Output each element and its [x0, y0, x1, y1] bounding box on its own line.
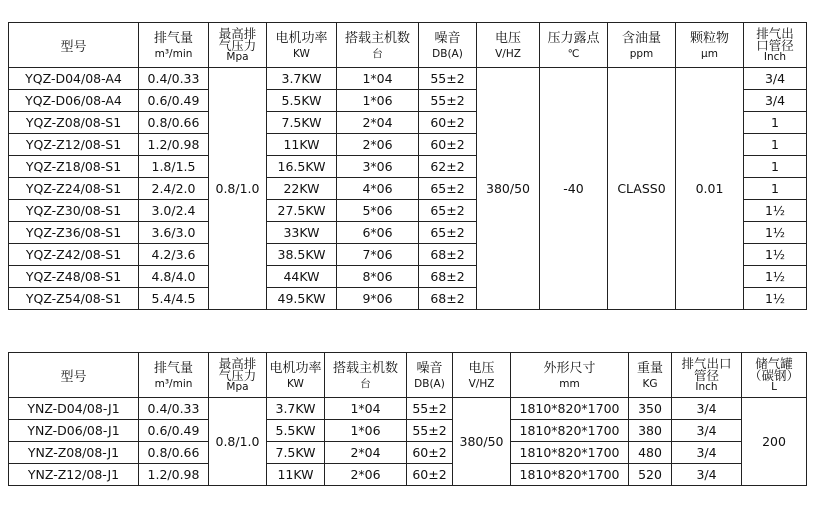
header-voltage: 电压 V/HZ: [453, 353, 511, 398]
host-cell: 7*06: [337, 244, 419, 266]
host-cell: 3*06: [337, 156, 419, 178]
tank-cell: 200: [742, 398, 807, 486]
outlet-cell: 3/4: [672, 398, 742, 420]
model-cell: YQZ-D06/08-A4: [9, 90, 139, 112]
power-cell: 27.5KW: [267, 200, 337, 222]
model-cell: YQZ-Z24/08-S1: [9, 178, 139, 200]
outlet-cell: 3/4: [672, 420, 742, 442]
noise-cell: 60±2: [419, 112, 477, 134]
flow-cell: 0.8/0.66: [139, 442, 209, 464]
outlet-cell: 1½: [744, 222, 807, 244]
power-cell: 49.5KW: [267, 288, 337, 310]
model-cell: YQZ-Z36/08-S1: [9, 222, 139, 244]
header-weight: 重量 KG: [629, 353, 672, 398]
noise-cell: 65±2: [419, 200, 477, 222]
model-cell: YNZ-Z08/08-J1: [9, 442, 139, 464]
header-dew: 压力露点 ℃: [540, 23, 608, 68]
header-outlet: 排气出口 管径 Inch: [672, 353, 742, 398]
host-cell: 2*06: [325, 464, 407, 486]
header-oil: 含油量 ppm: [608, 23, 676, 68]
outlet-cell: 1: [744, 156, 807, 178]
header-noise: 噪音 DB(A): [407, 353, 453, 398]
header-pressure: 最高排 气压力 Mpa: [209, 23, 267, 68]
flow-cell: 3.6/3.0: [139, 222, 209, 244]
dims-cell: 1810*820*1700: [511, 398, 629, 420]
header-row: [9, 353, 807, 398]
weight-cell: 480: [629, 442, 672, 464]
table-row: [9, 68, 807, 90]
spec-table-ynz: [8, 352, 807, 486]
host-cell: 1*04: [325, 398, 407, 420]
noise-cell: 55±2: [407, 420, 453, 442]
oil-cell: CLASS0: [608, 68, 676, 310]
dims-cell: 1810*820*1700: [511, 464, 629, 486]
spec-table-yqz: [8, 22, 807, 310]
header-tank: 储气罐 （碳钢） L: [742, 353, 807, 398]
host-cell: 4*06: [337, 178, 419, 200]
outlet-cell: 1: [744, 178, 807, 200]
model-cell: YQZ-Z18/08-S1: [9, 156, 139, 178]
noise-cell: 60±2: [419, 134, 477, 156]
dims-cell: 1810*820*1700: [511, 442, 629, 464]
outlet-cell: 1½: [744, 244, 807, 266]
outlet-cell: 3/4: [672, 464, 742, 486]
host-cell: 2*04: [325, 442, 407, 464]
outlet-cell: 3/4: [744, 90, 807, 112]
table-row: [9, 464, 807, 486]
noise-cell: 65±2: [419, 178, 477, 200]
noise-cell: 68±2: [419, 266, 477, 288]
noise-cell: 65±2: [419, 222, 477, 244]
flow-cell: 0.6/0.49: [139, 420, 209, 442]
power-cell: 44KW: [267, 266, 337, 288]
outlet-cell: 1½: [744, 288, 807, 310]
noise-cell: 68±2: [419, 288, 477, 310]
flow-cell: 0.8/0.66: [139, 112, 209, 134]
flow-cell: 0.4/0.33: [139, 68, 209, 90]
noise-cell: 55±2: [419, 90, 477, 112]
weight-cell: 380: [629, 420, 672, 442]
power-cell: 11KW: [267, 134, 337, 156]
noise-cell: 55±2: [407, 398, 453, 420]
header-model: 型号: [9, 353, 139, 398]
header-outlet: 排气出 口管径 Inch: [744, 23, 807, 68]
power-cell: 7.5KW: [267, 112, 337, 134]
host-cell: 9*06: [337, 288, 419, 310]
flow-cell: 3.0/2.4: [139, 200, 209, 222]
noise-cell: 60±2: [407, 464, 453, 486]
power-cell: 3.7KW: [267, 398, 325, 420]
table-body: [9, 398, 807, 486]
host-cell: 2*04: [337, 112, 419, 134]
host-cell: 1*06: [337, 90, 419, 112]
header-particle: 颗粒物 μm: [676, 23, 744, 68]
pressure-cell: 0.8/1.0: [209, 68, 267, 310]
table-row: [9, 420, 807, 442]
power-cell: 5.5KW: [267, 420, 325, 442]
model-cell: YQZ-Z12/08-S1: [9, 134, 139, 156]
flow-cell: 1.8/1.5: [139, 156, 209, 178]
header-noise: 噪音 DB(A): [419, 23, 477, 68]
header-dims: 外形尺寸 mm: [511, 353, 629, 398]
header-power: 电机功率 KW: [267, 23, 337, 68]
flow-cell: 0.6/0.49: [139, 90, 209, 112]
weight-cell: 350: [629, 398, 672, 420]
noise-cell: 55±2: [419, 68, 477, 90]
host-cell: 2*06: [337, 134, 419, 156]
outlet-cell: 3/4: [672, 442, 742, 464]
model-cell: YNZ-D04/08-J1: [9, 398, 139, 420]
model-cell: YQZ-D04/08-A4: [9, 68, 139, 90]
flow-cell: 5.4/4.5: [139, 288, 209, 310]
header-pressure: 最高排 气压力 Mpa: [209, 353, 267, 398]
header-flow: 排气量 m³/min: [139, 353, 209, 398]
model-cell: YQZ-Z54/08-S1: [9, 288, 139, 310]
model-cell: YNZ-Z12/08-J1: [9, 464, 139, 486]
power-cell: 38.5KW: [267, 244, 337, 266]
particle-cell: 0.01: [676, 68, 744, 310]
header-host: 搭载主机数 台: [337, 23, 419, 68]
model-cell: YQZ-Z48/08-S1: [9, 266, 139, 288]
power-cell: 7.5KW: [267, 442, 325, 464]
table-row: [9, 398, 807, 420]
model-cell: YQZ-Z08/08-S1: [9, 112, 139, 134]
model-cell: YQZ-Z30/08-S1: [9, 200, 139, 222]
header-power: 电机功率 KW: [267, 353, 325, 398]
outlet-cell: 1: [744, 112, 807, 134]
outlet-cell: 1: [744, 134, 807, 156]
noise-cell: 68±2: [419, 244, 477, 266]
dims-cell: 1810*820*1700: [511, 420, 629, 442]
voltage-cell: 380/50: [477, 68, 540, 310]
voltage-cell: 380/50: [453, 398, 511, 486]
flow-cell: 4.2/3.6: [139, 244, 209, 266]
power-cell: 5.5KW: [267, 90, 337, 112]
header-host: 搭载主机数 台: [325, 353, 407, 398]
power-cell: 16.5KW: [267, 156, 337, 178]
header-flow: 排气量 m³/min: [139, 23, 209, 68]
flow-cell: 1.2/0.98: [139, 464, 209, 486]
flow-cell: 1.2/0.98: [139, 134, 209, 156]
outlet-cell: 1½: [744, 200, 807, 222]
host-cell: 1*04: [337, 68, 419, 90]
weight-cell: 520: [629, 464, 672, 486]
header-model: 型号: [9, 23, 139, 68]
table-body: [9, 68, 807, 310]
model-cell: YNZ-D06/08-J1: [9, 420, 139, 442]
header-voltage: 电压 V/HZ: [477, 23, 540, 68]
host-cell: 5*06: [337, 200, 419, 222]
host-cell: 6*06: [337, 222, 419, 244]
model-cell: YQZ-Z42/08-S1: [9, 244, 139, 266]
pressure-cell: 0.8/1.0: [209, 398, 267, 486]
power-cell: 3.7KW: [267, 68, 337, 90]
table-row: [9, 442, 807, 464]
host-cell: 1*06: [325, 420, 407, 442]
flow-cell: 4.8/4.0: [139, 266, 209, 288]
noise-cell: 62±2: [419, 156, 477, 178]
flow-cell: 0.4/0.33: [139, 398, 209, 420]
power-cell: 11KW: [267, 464, 325, 486]
outlet-cell: 3/4: [744, 68, 807, 90]
outlet-cell: 1½: [744, 266, 807, 288]
power-cell: 33KW: [267, 222, 337, 244]
power-cell: 22KW: [267, 178, 337, 200]
flow-cell: 2.4/2.0: [139, 178, 209, 200]
header-row: [9, 23, 807, 68]
noise-cell: 60±2: [407, 442, 453, 464]
dew-cell: -40: [540, 68, 608, 310]
host-cell: 8*06: [337, 266, 419, 288]
